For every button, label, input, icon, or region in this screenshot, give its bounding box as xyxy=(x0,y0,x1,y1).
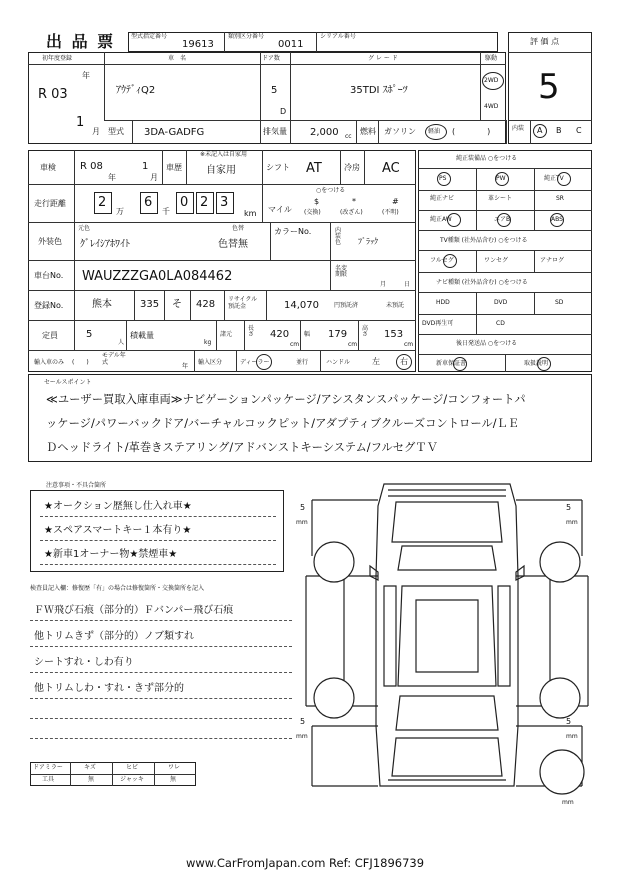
sales-line-1: ≪ユーザー買取入庫車両≫ナビゲーションパッケージ/アシスタンスパッケージ/コンフォートパ xyxy=(46,393,526,406)
navi-dvd-play: DVD再生可 xyxy=(422,320,454,327)
use-label: 車歴 xyxy=(166,163,182,172)
name-change-month: 月 xyxy=(380,281,387,288)
tv-oneseg: ワンセグ xyxy=(484,257,509,264)
equip-navi: 純正ナビ xyxy=(430,195,455,202)
use-value: 自家用 xyxy=(206,165,236,176)
import-label: 輸入車のみ xyxy=(34,359,65,366)
width-unit: cm xyxy=(348,341,358,348)
recycle-label: リサイクル預託金 xyxy=(228,296,258,311)
reg-label: 登録No. xyxy=(34,301,64,310)
tire-rl-depth: 5 xyxy=(300,717,306,726)
import-parallel: 並行 xyxy=(296,359,309,366)
height-label: 高さ xyxy=(362,325,369,338)
first-reg-year: R 03 xyxy=(38,87,68,102)
footer-ref: www.CarFromJapan.com Ref: CFJ1896739 xyxy=(186,856,425,870)
mileage-km: km xyxy=(244,209,257,218)
tire-rl-unit: mm xyxy=(296,733,308,740)
tire-fr-depth: 5 xyxy=(566,503,572,512)
mileage-sen: 千 xyxy=(162,207,170,216)
mileage-digit-1: 2 xyxy=(98,195,107,210)
tv-analog: アナログ xyxy=(540,257,565,264)
interior-color: ﾌﾞﾗｯｸ xyxy=(358,237,378,246)
first-reg-label: 初年度登録 xyxy=(42,55,73,62)
score-value: 5 xyxy=(538,67,560,107)
legend-v-2: ジャッキ xyxy=(120,776,144,783)
color-label: 外装色 xyxy=(38,237,62,246)
interior-label: 内装 xyxy=(512,125,525,132)
equip-sr: SR xyxy=(556,195,564,202)
interior-color-label: 内装色 xyxy=(335,227,342,246)
reg-place: 熊本 xyxy=(92,299,112,310)
handle-left: 左 xyxy=(372,357,380,366)
note-3: ★新車1オーナー物★禁煙車★ xyxy=(44,549,178,560)
month-unit: 月 xyxy=(92,127,100,136)
import-dealer: ディーラー xyxy=(240,359,270,366)
inspector-line-4: 他トリムしわ・すれ・きず部分的 xyxy=(34,683,184,694)
inspection-year-unit: 年 xyxy=(108,173,116,182)
recycle-unpaid: 未預託 xyxy=(386,302,405,309)
legend-h-2: ヒビ xyxy=(126,764,139,771)
mileage-opt3: (不明) xyxy=(382,209,399,216)
equip-title: 純正装備品 ○をつける xyxy=(456,155,518,162)
drive-2wd: 2WD xyxy=(484,77,499,84)
car-damage-diagram xyxy=(292,476,602,816)
equip-leather: 革シート xyxy=(488,195,513,202)
tire-rr-depth: 5 xyxy=(566,717,572,726)
year-unit: 年 xyxy=(82,71,90,80)
mileage-digit-3: 0 xyxy=(180,195,189,210)
sales-label: セールスポイント xyxy=(44,379,92,386)
sales-line-2: ッケージ/パワーバックドア/バーチャルコックピット/アダプティブクルーズコントロール/ＬＥ xyxy=(46,417,520,430)
import-class-label: 輸入区分 xyxy=(198,359,223,366)
length-unit: cm xyxy=(290,341,300,348)
navi-sd: SD xyxy=(555,299,564,306)
inspector-label: 検査員記入欄：修復歴「有」の場合は修復箇所・交換箇所を記入 xyxy=(30,585,205,592)
shift-value: AT xyxy=(306,161,322,176)
tire-fl-unit: mm xyxy=(296,519,308,526)
mileage-opt3-mark: # xyxy=(392,197,399,206)
import-dealer-circle xyxy=(256,354,272,370)
orig-color-label: 元色 xyxy=(78,225,91,232)
name-change-label: 名変期限 xyxy=(335,265,348,278)
model-cert-value: 19613 xyxy=(182,39,214,50)
navi-dvd: DVD xyxy=(494,299,508,306)
inspection-label: 車検 xyxy=(40,163,56,172)
load-label: 積載量 xyxy=(130,331,154,340)
handle-right: 右 xyxy=(400,357,408,366)
color-no-label: カラーNo. xyxy=(274,227,312,236)
inspector-line-1: ＦＷ飛び石痕（部分的）Ｆバンパー飛び石痕 xyxy=(34,605,234,616)
doors-label: ドア数 xyxy=(262,55,280,62)
type-value: 3DA-GADFG xyxy=(144,127,205,138)
length-label: 長さ xyxy=(248,325,255,338)
navi-title: ナビ種類 (社外品含む) ○をつける xyxy=(436,279,528,286)
fuel-diesel: 軽油 xyxy=(428,128,441,135)
mile-label: マイル xyxy=(268,205,292,214)
height-unit: cm xyxy=(404,341,414,348)
type-label: 型式 xyxy=(108,127,124,136)
legend-v-0: 工具 xyxy=(42,776,55,783)
navi-hdd: HDD xyxy=(436,299,450,306)
reg-kana: そ xyxy=(172,299,182,310)
color-change: 色替無 xyxy=(218,239,248,250)
grade-label: グ レ ー ド xyxy=(368,55,398,62)
mileage-digit-4: 2 xyxy=(200,195,209,210)
tire-rr-unit: mm xyxy=(566,733,578,740)
mileage-digit-5: 3 xyxy=(220,195,229,210)
tv-title: TV種類 (社外品含む) ○をつける xyxy=(440,237,528,244)
note-2: ★スペアスマートキー１本有り★ xyxy=(44,525,192,536)
disp-unit: cc xyxy=(345,133,352,140)
equip-tv: 純正TV xyxy=(544,175,564,182)
serial-label: シリアル番号 xyxy=(320,33,356,40)
inspection-value: R 08 xyxy=(80,161,103,172)
legend-v-3: 無 xyxy=(170,776,177,783)
dimension-label: 諸元 xyxy=(220,331,233,338)
first-reg-month: 1 xyxy=(76,115,85,130)
note-1: ★オークション歴無し仕入れ車★ xyxy=(44,501,192,512)
inspection-month-unit: 月 xyxy=(150,173,158,182)
drive-label: 駆動 xyxy=(485,55,498,62)
car-name-label: 車 名 xyxy=(168,55,187,62)
orig-color: ｸﾞﾚｲｼｱﾎﾜｲﾄ xyxy=(80,239,130,250)
mileage-opt1: (交換) xyxy=(304,209,321,216)
disp-label: 排気量 xyxy=(263,127,287,136)
tire-fr-unit: mm xyxy=(566,519,578,526)
name-change-day: 日 xyxy=(404,281,411,288)
handle-label: ハンドル xyxy=(326,359,351,366)
doors-value: 5 xyxy=(271,85,278,96)
after-title: 後日発送品 ○をつける xyxy=(456,340,518,347)
model-cert-label: 型式指定番号 xyxy=(131,33,168,40)
spare-unit: mm xyxy=(562,799,574,806)
width-label: 幅 xyxy=(304,331,311,338)
mileage-opt1-mark: $ xyxy=(314,197,320,206)
width-value: 179 xyxy=(328,329,348,340)
interior-c: C xyxy=(576,126,582,135)
class-no-label: 類別区分番号 xyxy=(228,33,265,40)
reg-number: 428 xyxy=(196,299,216,310)
mileage-label: 走行距離 xyxy=(34,199,66,208)
score-label: 評 価 点 xyxy=(530,37,560,46)
model-year-unit: 年 xyxy=(182,363,189,370)
sheet-title: 出 品 票 xyxy=(46,32,116,51)
mileage-digit-2: 6 xyxy=(144,195,153,210)
import-paren: ( ) xyxy=(72,359,89,366)
after-manual: 取扱説明 xyxy=(524,360,549,367)
shift-label: シフト xyxy=(266,163,290,172)
interior-b: B xyxy=(556,126,562,135)
disp-value: 2,000 xyxy=(310,127,339,138)
legend-h-3: ワレ xyxy=(168,764,181,771)
after-warranty: 新車保証書 xyxy=(436,360,467,367)
tv-fullseg: フルセグ xyxy=(430,257,454,264)
capacity-unit: 人 xyxy=(118,339,125,346)
legend-h-0: ドアミラー xyxy=(33,764,63,771)
grade-value: 35TDI ｽﾎﾟｰﾂ xyxy=(350,85,408,96)
mileage-circle-note: ○をつける xyxy=(316,187,346,194)
interior-a: A xyxy=(537,126,543,135)
class-no-value: 0011 xyxy=(278,39,304,50)
inspection-month: 1 xyxy=(142,161,149,172)
reg-class: 335 xyxy=(140,299,160,310)
load-unit: kg xyxy=(204,339,212,346)
capacity-label: 定員 xyxy=(42,331,58,340)
ac-label: 冷房 xyxy=(344,163,360,172)
ac-value: AC xyxy=(382,161,400,176)
use-note: ※未記入は自家用 xyxy=(200,151,248,158)
equip-abs: ABS xyxy=(551,216,563,223)
vin-value: WAUZZZGA0LA084462 xyxy=(82,269,233,284)
fuel-label: 燃料 xyxy=(360,127,376,136)
fuel-other: ( ) xyxy=(452,127,491,136)
mileage-opt2: (改ざん) xyxy=(340,209,363,216)
tire-fl-depth: 5 xyxy=(300,503,306,512)
doors-sub: D xyxy=(280,107,287,116)
equip-aw: 純正AW xyxy=(430,216,452,223)
car-name: ｱｳﾃﾞｨQ2 xyxy=(116,85,156,96)
fuel-gasoline: ガソリン xyxy=(384,127,416,136)
equip-ps: PS xyxy=(439,175,447,182)
equip-pw: PW xyxy=(496,175,506,182)
vin-label: 車台No. xyxy=(34,271,64,280)
inspector-line-2: 他トリムきず（部分的）ノブ類すれ xyxy=(34,631,194,642)
model-year-label: モデル年式 xyxy=(102,352,126,367)
equip-airbag: エアB xyxy=(494,216,511,223)
sales-line-3: Ｄヘッドライト/革巻きステアリング/アドバンストキーシステム/フルセグＴＶ xyxy=(46,441,438,454)
color-change-label: 色替 xyxy=(232,225,245,232)
legend-h-1: キズ xyxy=(84,764,96,771)
capacity-value: 5 xyxy=(86,329,93,340)
recycle-amount: 14,070 xyxy=(284,300,319,311)
navi-cd: CD xyxy=(496,320,505,327)
drive-4wd: 4WD xyxy=(484,103,499,110)
legend-v-1: 無 xyxy=(88,776,95,783)
height-value: 153 xyxy=(384,329,404,340)
inspector-line-3: シートすれ・しわ有り xyxy=(34,657,134,668)
notes-label: 注意事項・不具合箇所 xyxy=(46,482,107,489)
length-value: 420 xyxy=(270,329,290,340)
mileage-man: 万 xyxy=(116,207,124,216)
mileage-opt2-mark: * xyxy=(352,197,356,206)
recycle-unit: 円預託済 xyxy=(334,302,359,309)
